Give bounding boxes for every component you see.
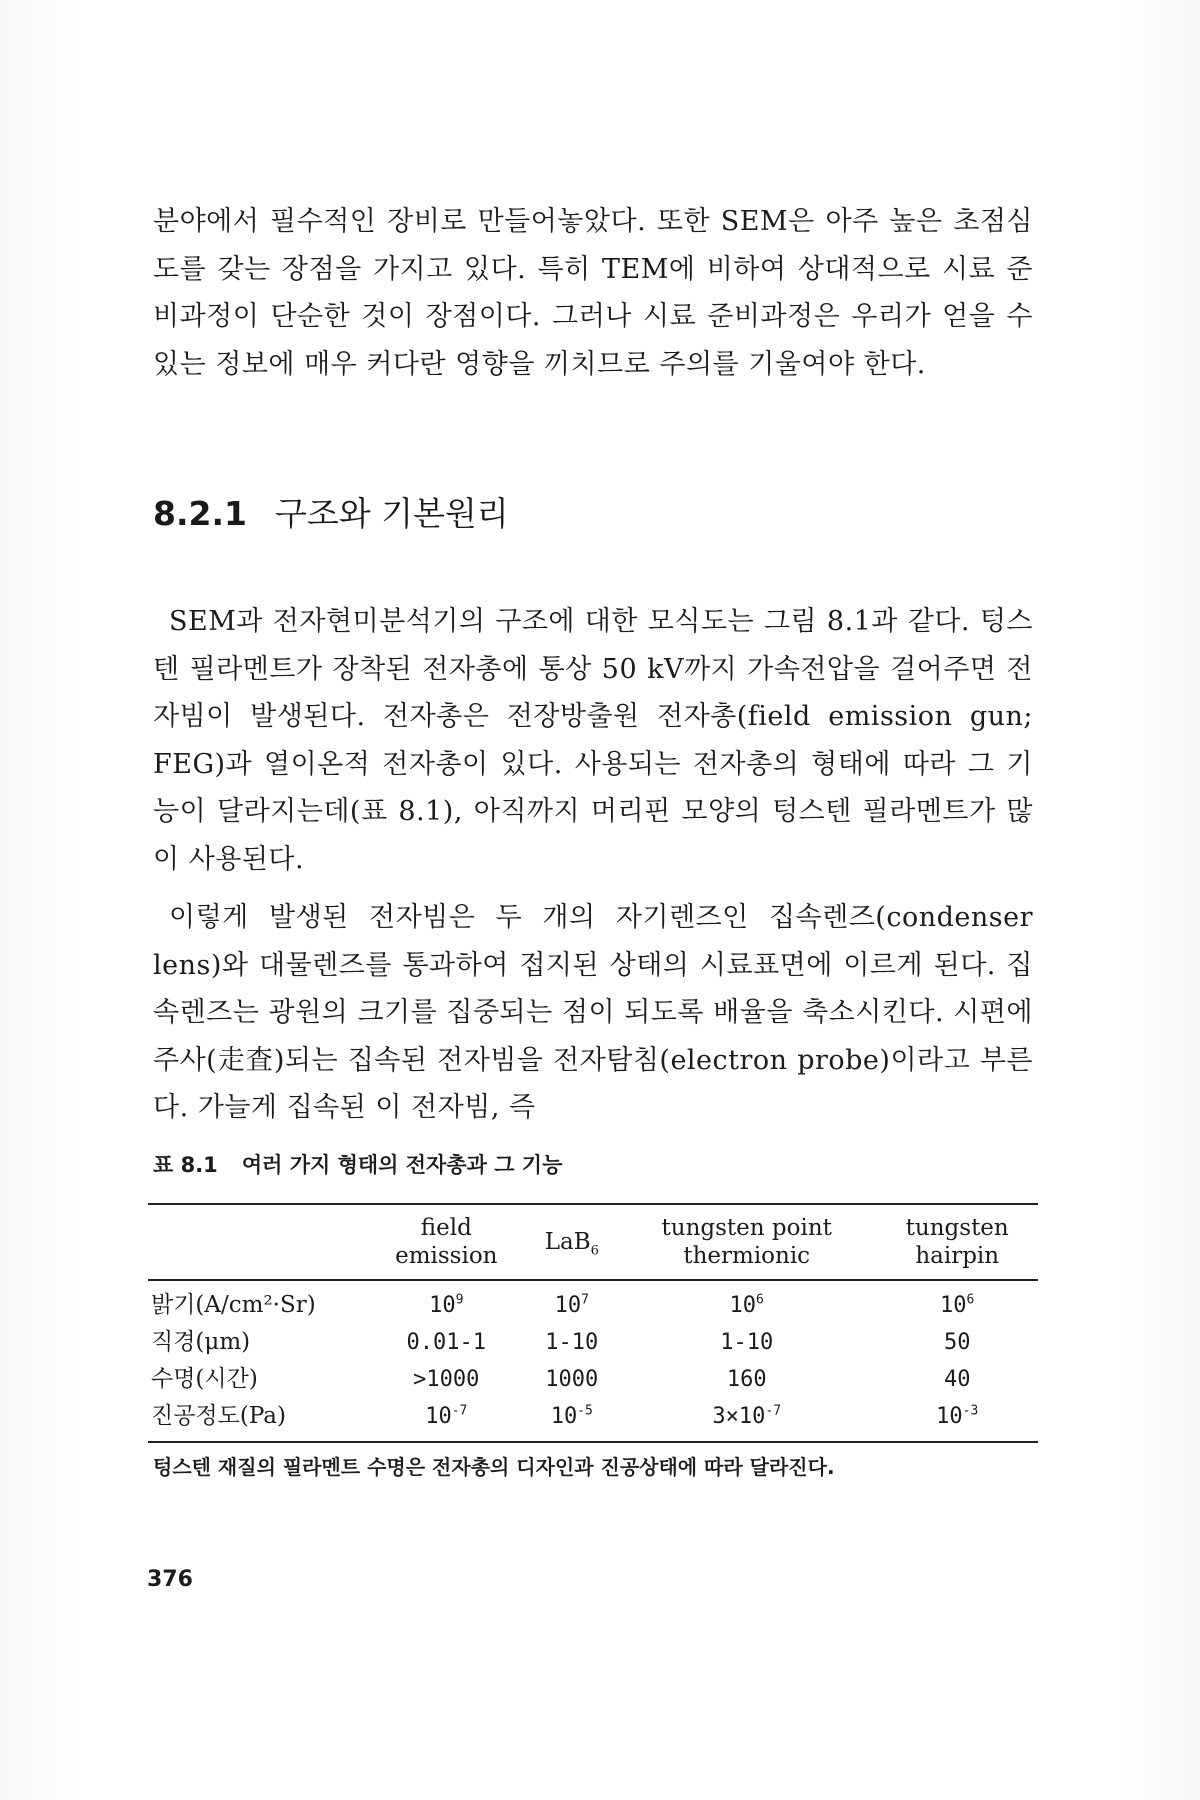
- page-number: 376: [147, 1567, 193, 1592]
- data-table: [148, 1203, 1038, 1443]
- cell-brightness-th: $10^6$: [940, 1292, 975, 1318]
- cell-vacuum-lab6: $10^{-5}$: [550, 1403, 593, 1429]
- cell-lifetime-lab6: 1000: [545, 1367, 599, 1392]
- row-label-brightness: 밝기(A/cm²·Sr): [151, 1292, 316, 1318]
- table-footnote: 텅스텐 재질의 필라멘트 수명은 전자총의 디자인과 진공상태에 따라 달라진다.: [153, 1455, 835, 1479]
- header-lab6-base: LaB: [544, 1229, 591, 1255]
- header-lab6-sub: 6: [590, 1243, 599, 1259]
- cell-brightness-lab6: $10^7$: [554, 1292, 589, 1318]
- row-label-lifetime: 수명(시간): [151, 1366, 258, 1392]
- header-empty: [148, 1204, 366, 1280]
- cell-lifetime-th: 40: [943, 1367, 971, 1392]
- body-paragraph-1: SEM과 전자현미분석기의 구조에 대한 모식도는 그림 8.1과 같다. 텅스텐 필라멘트가 장착된 전자총에 통상 50 kV까지 가속전압을 걸어주면 전자빔이 발생된다. 전자총은 전장방출원 전자총(field emission gun; FEG)과 열이온적 전자총이 있다. 사용되는 전자총의 형태에 따라 그 기능이 달라지는데(표 8.1), 아직까지 머리핀 모양의 텅스텐 필라멘트가 많이 사용된다.: [153, 606, 1033, 875]
- table-header-row: [148, 1204, 1038, 1280]
- section-number: 8.2.1: [153, 494, 247, 533]
- header-field-emission-line2: emission: [395, 1243, 498, 1269]
- table-row-diameter: [148, 1324, 1038, 1361]
- row-label-diameter: 직경(μm): [151, 1329, 251, 1355]
- header-tungsten-hairpin-line2: hairpin: [915, 1243, 1000, 1269]
- table-caption-title: 여러 가지 형태의 전자총과 그 기능: [241, 1153, 563, 1177]
- electron-gun-table: [148, 1203, 1038, 1443]
- cell-lifetime-fe: >1000: [413, 1367, 480, 1392]
- cell-lifetime-tp: 160: [726, 1367, 767, 1392]
- table-caption: [153, 1150, 562, 1180]
- cell-diameter-lab6: 1-10: [545, 1330, 599, 1355]
- section-title: 구조와 기본원리: [274, 494, 509, 533]
- cell-diameter-fe: 0.01-1: [406, 1330, 487, 1355]
- cell-diameter-th: 50: [943, 1330, 971, 1355]
- row-label-vacuum: 진공정도(Pa): [151, 1403, 286, 1429]
- cell-diameter-tp: 1-10: [720, 1330, 774, 1355]
- table-row-lifetime: [148, 1361, 1038, 1398]
- header-tungsten-hairpin-line1: tungsten: [905, 1215, 1009, 1241]
- header-lab6: [527, 1204, 617, 1280]
- cell-vacuum-fe: $10^{-7}$: [425, 1403, 468, 1429]
- cell-brightness-tp: $10^6$: [729, 1292, 764, 1318]
- continuation-paragraph: 분야에서 필수적인 장비로 만들어놓았다. 또한 SEM은 아주 높은 초점심도를 갖는 장점을 가지고 있다. 특히 TEM에 비하여 상대적으로 시료 준비과정이 단순한 것이 장점이다. 그러나 시료 준비과정은 우리가 얻을 수 있는 정보에 매우 커다란 영향을 끼치므로 주의를 기울여야 한다.: [153, 206, 1033, 380]
- body-paragraph-2: 이렇게 발생된 전자빔은 두 개의 자기렌즈인 집속렌즈(condenser lens)와 대물렌즈를 통과하여 접지된 상태의 시료표면에 이르게 된다. 집속렌즈는 광원의 크기를 집중되는 점이 되도록 배율을 축소시킨다. 시편에 주사(走査)되는 집속된 전자빔을 전자탐침(electron probe)이라고 부른다. 가늘게 집속된 이 전자빔, 즉: [153, 902, 1033, 1123]
- cell-brightness-fe: $10^9$: [429, 1292, 464, 1318]
- cell-vacuum-th: $10^{-3}$: [936, 1403, 979, 1429]
- section-heading: [153, 492, 509, 536]
- header-tungsten-point-line1: tungsten point: [661, 1215, 832, 1241]
- table-row-vacuum: [148, 1398, 1038, 1442]
- header-field-emission-line1: field: [420, 1215, 472, 1241]
- header-tungsten-point: [617, 1204, 876, 1280]
- header-field-emission: [366, 1204, 527, 1280]
- header-tungsten-point-line2: thermionic: [683, 1243, 811, 1269]
- table-caption-label: 표 8.1: [153, 1153, 218, 1177]
- header-tungsten-hairpin: [876, 1204, 1038, 1280]
- table-row-brightness: [148, 1280, 1038, 1324]
- cell-vacuum-tp: $3\times 10^{-7}$: [712, 1403, 782, 1429]
